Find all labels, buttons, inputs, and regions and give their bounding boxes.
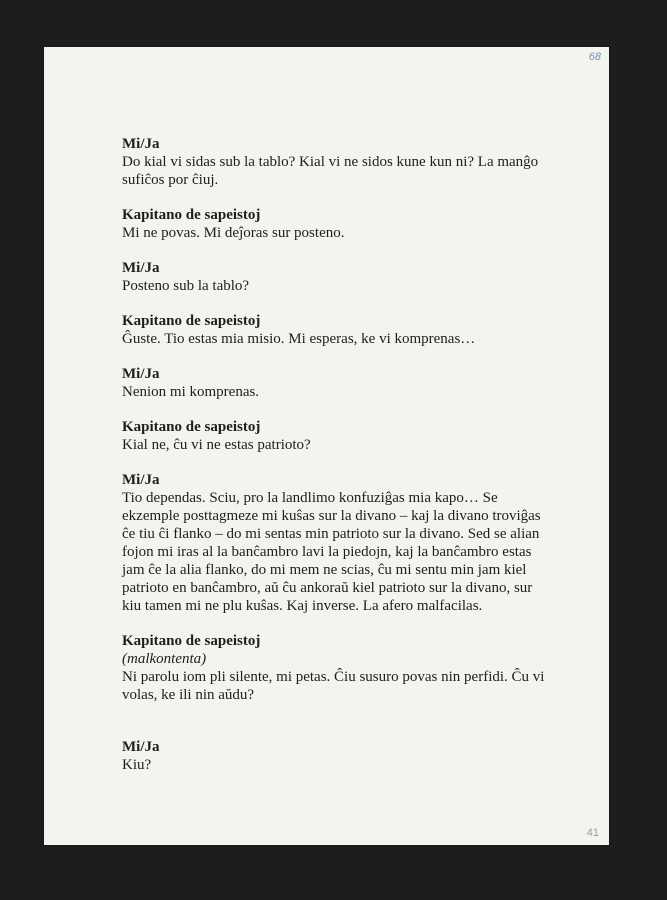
- dialogue-block: [122, 418, 582, 454]
- dialogue-line: Ĝuste. Tio estas mia misio. Mi esperas, ke vi komprenas…: [122, 331, 476, 347]
- dialogue-block: [122, 312, 582, 348]
- dialogue-line: Nenion mi komprenas.: [122, 384, 260, 400]
- speaker-name: Mi/Ja: [122, 136, 160, 152]
- dialogue-block: [122, 365, 582, 401]
- speaker-name: Kapitano de sapeistoj: [122, 207, 261, 223]
- dialogue-line: Kiu?: [122, 757, 152, 773]
- dialogue-line: Posteno sub la tablo?: [122, 278, 250, 294]
- dialogue-line: Tio dependas. Sciu, pro la landlimo konfuziĝas mia kapo… Se ekzemple posttagmeze mi kuŝas sur la divano – kaj la divano troviĝas ĉe tiu ĉi flanko – do mi sentas min patrioto sur la divano. Sed se alian fojon mi iras al la banĉambro lavi la piedojn, kaj la banĉambro estas jam ĉe la alia flanko, do mi mem ne scias, ĉu mi sentu min jam kiel patrioto en banĉambro, aŭ ĉu ankoraŭ kiel patrioto sur la divano, sur kiu tamen mi ne plu kuŝas. Kaj inverse. La afero malfacilas.: [122, 490, 541, 614]
- dialogue-line: Kial ne, ĉu vi ne estas patrioto?: [122, 437, 311, 453]
- dialogue-block: [122, 632, 582, 704]
- speaker-name: Mi/Ja: [122, 472, 160, 488]
- dialogue-line: Mi ne povas. Mi deĵoras sur posteno.: [122, 225, 345, 241]
- speaker-name: Kapitano de sapeistoj: [122, 313, 261, 329]
- dialogue-line: Do kial vi sidas sub la tablo? Kial vi ne sidos kune kun ni? La manĝo sufiĉos por ĉiuj.: [122, 154, 539, 188]
- speaker-name: Mi/Ja: [122, 260, 160, 276]
- dialogue-block: [122, 259, 582, 295]
- scanned-page: [44, 47, 609, 845]
- speaker-name: Mi/Ja: [122, 366, 160, 382]
- dialogue-block: [122, 738, 582, 774]
- handwritten-page-number: 41: [586, 827, 599, 839]
- speaker-name: Kapitano de sapeistoj: [122, 419, 261, 435]
- dialogue-block: [122, 135, 582, 189]
- dialogue-block: [122, 206, 582, 242]
- speaker-name: Mi/Ja: [122, 739, 160, 755]
- handwritten-page-mark: 68: [588, 51, 601, 63]
- dialogue-line: Ni parolu iom pli silente, mi petas. Ĉiu susuro povas nin perfidi. Ĉu vi volas, ke ili nin aŭdu?: [122, 669, 545, 703]
- script-dialogue: [122, 135, 582, 791]
- stage-direction: (malkontenta): [122, 651, 207, 667]
- speaker-name: Kapitano de sapeistoj: [122, 633, 261, 649]
- dialogue-block: [122, 471, 582, 615]
